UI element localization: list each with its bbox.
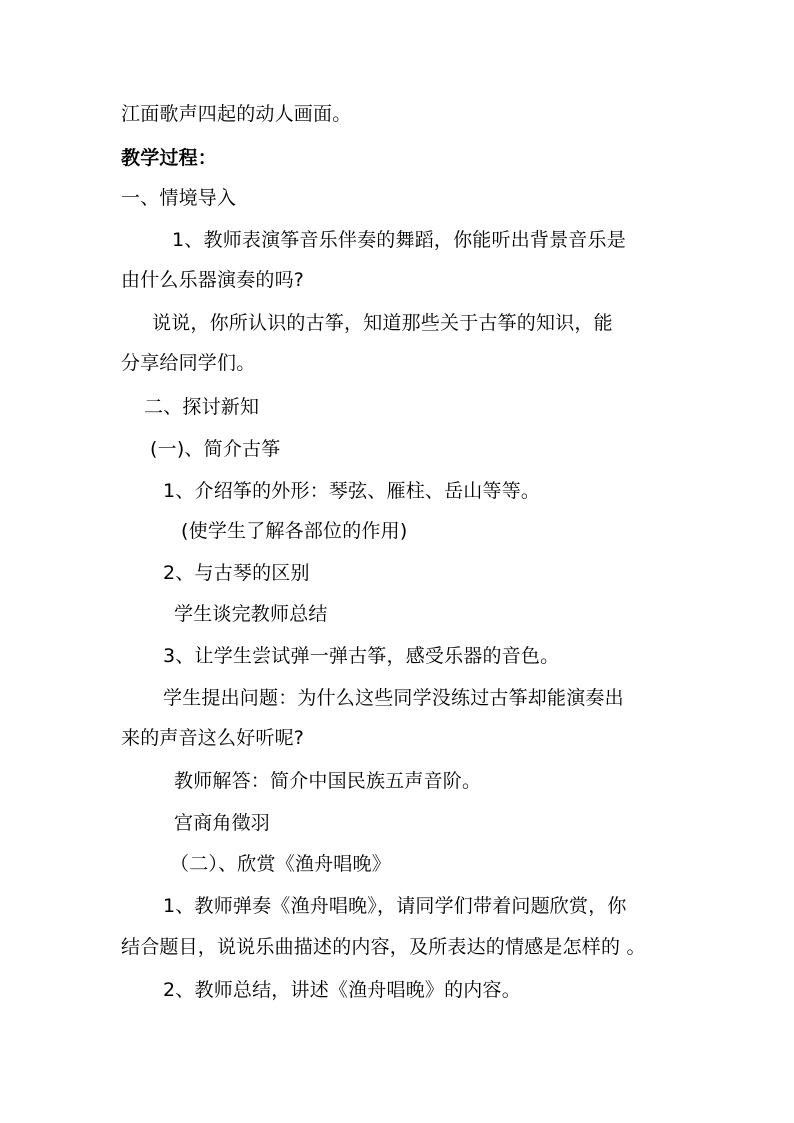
text-line: 2、与古琴的区别 [163,562,310,584]
text-line: 1、教师弹奏《渔舟唱晚》，请同学们带着问题欣赏，你 [163,895,627,917]
text-line: (使学生了解各部位的作用) [181,520,408,542]
text-line: 2、教师总结，讲述《渔舟唱晚》的内容。 [163,979,521,1001]
section-heading: 教学过程： [121,147,218,169]
text-line: 学生谈完教师总结 [174,603,328,625]
text-line: 说说，你所认识的古筝，知道那些关于古筝的知识，能 [152,312,613,334]
text-line: 结合题目，说说乐曲描述的内容，及所表达的情感是怎样的 。 [121,936,646,958]
text-line: （二）、欣赏《渔舟唱晚》 [170,853,391,875]
text-line: 分享给同学们。 [121,352,256,374]
text-line: (一)、简介古筝 [150,438,281,460]
text-line: 1、介绍筝的外形：琴弦、雁柱、岳山等等。 [163,480,541,502]
text-line: 江面歌声四起的动人画面。 [121,103,352,125]
text-line: 一、情境导入 [121,187,237,209]
text-line: 二、探讨新知 [144,396,260,418]
text-line: 来的声音这么好听呢? [121,727,305,749]
text-line: 1、教师表演筝音乐伴奏的舞蹈，你能听出背景音乐是 [172,229,626,251]
text-line: 3、让学生尝试弹一弹古筝，感受乐器的音色。 [163,645,560,667]
text-line: 学生提出问题：为什么这些同学没练过古筝却能演奏出 [163,687,624,709]
text-line: 教师解答：简介中国民族五声音阶。 [174,770,482,792]
text-line: 由什么乐器演奏的吗? [121,269,305,291]
text-line: 宫商角徵羽 [174,812,271,834]
